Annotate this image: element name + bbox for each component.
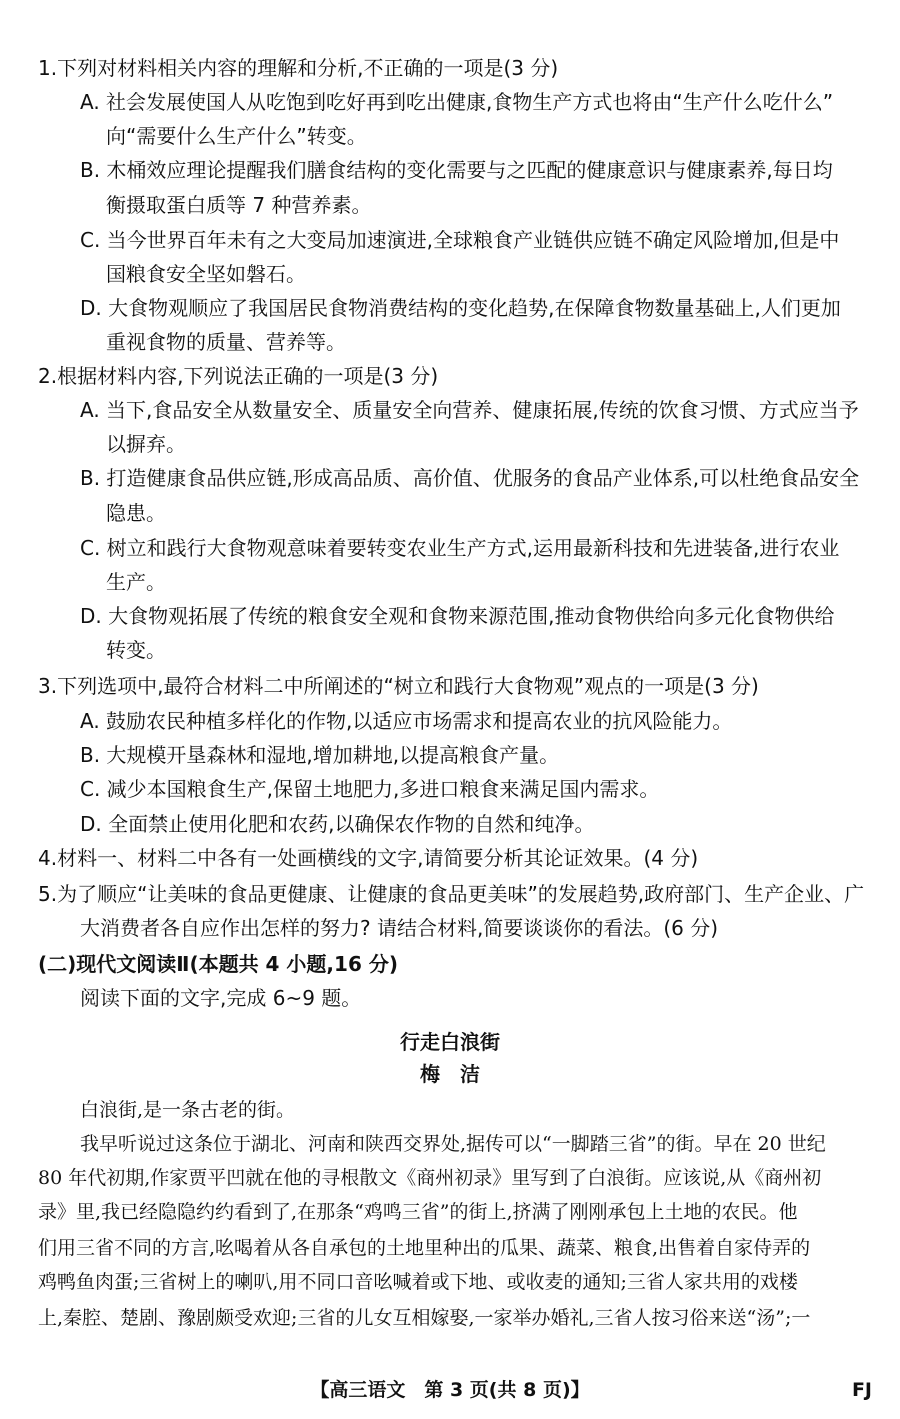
q2-option-d: D. 大食物观拓展了传统的粮食安全观和食物来源范围,推动食物供给向多元化食物供给 bbox=[80, 604, 835, 628]
q1-option-a: A. 社会发展使国人从吃饱到吃好再到吃出健康,食物生产方式也将由“生产什么吃什么” bbox=[80, 90, 834, 114]
q2-option-a-cont: 以摒弃。 bbox=[106, 432, 186, 456]
question-5-stem: 5.为了顺应“让美味的食品更健康、让健康的食品更美味”的发展趋势,政府部门、生产企业、广 bbox=[38, 882, 865, 906]
section-instruction: 阅读下面的文字,完成 6~9 题。 bbox=[80, 986, 362, 1010]
q1-option-c-cont: 国粮食安全坚如磐石。 bbox=[106, 262, 306, 286]
passage-line: 白浪街,是一条古老的街。 bbox=[80, 1099, 296, 1121]
q2-option-b: B. 打造健康食品供应链,形成高品质、高价值、优服务的食品产业体系,可以杜绝食品安全 bbox=[80, 466, 860, 490]
passage-line: 80 年代初期,作家贾平凹就在他的寻根散文《商州初录》里写到了白浪街。应该说,从《商州初 bbox=[38, 1167, 822, 1189]
page-footer: 【高三语文 第 3 页(共 8 页)】 bbox=[310, 1379, 590, 1401]
passage-line: 上,秦腔、楚剧、豫剧颇受欢迎;三省的儿女互相嫁娶,一家举办婚礼,三省人按习俗来送“汤”;一 bbox=[38, 1307, 811, 1329]
q2-option-a: A. 当下,食品安全从数量安全、质量安全向营养、健康拓展,传统的饮食习惯、方式应当予 bbox=[80, 398, 859, 422]
passage-line: 我早听说过这条位于湖北、河南和陕西交界处,据传可以“一脚踏三省”的街。早在 20 世纪 bbox=[80, 1133, 826, 1155]
q2-option-b-cont: 隐患。 bbox=[106, 501, 166, 525]
q3-option-c: C. 减少本国粮食生产,保留土地肥力,多进口粮食来满足国内需求。 bbox=[80, 777, 660, 801]
q2-option-d-cont: 转变。 bbox=[106, 638, 166, 662]
q1-option-a-cont: 向“需要什么生产什么”转变。 bbox=[106, 124, 367, 148]
passage-title: 行走白浪街 bbox=[400, 1030, 500, 1054]
q2-option-c: C. 树立和践行大食物观意味着要转变农业生产方式,运用最新科技和先进装备,进行农业 bbox=[80, 536, 840, 560]
question-1-stem: 1.下列对材料相关内容的理解和分析,不正确的一项是(3 分) bbox=[38, 56, 559, 80]
passage-line: 录》里,我已经隐隐约约看到了,在那条“鸡鸣三省”的街上,挤满了刚刚承包上土地的农民。他 bbox=[38, 1201, 798, 1223]
question-5-stem-cont: 大消费者各自应作出怎样的努力? 请结合材料,简要谈谈你的看法。(6 分) bbox=[80, 916, 719, 940]
question-2-stem: 2.根据材料内容,下列说法正确的一项是(3 分) bbox=[38, 364, 439, 388]
passage-line: 鸡鸭鱼肉蛋;三省树上的喇叭,用不同口音吆喊着或下地、或收麦的通知;三省人家共用的戏楼 bbox=[38, 1271, 798, 1293]
q1-option-c: C. 当今世界百年未有之大变局加速演进,全球粮食产业链供应链不确定风险增加,但是中 bbox=[80, 228, 840, 252]
q2-option-c-cont: 生产。 bbox=[106, 570, 166, 594]
passage-line: 们用三省不同的方言,吆喝着从各自承包的土地里种出的瓜果、蔬菜、粮食,出售着自家侍弄的 bbox=[38, 1237, 811, 1259]
section-heading: (二)现代文阅读Ⅱ(本题共 4 小题,16 分) bbox=[38, 952, 398, 976]
q1-option-b: B. 木桶效应理论提醒我们膳食结构的变化需要与之匹配的健康意识与健康素养,每日均 bbox=[80, 158, 833, 182]
q3-option-a: A. 鼓励农民种植多样化的作物,以适应市场需求和提高农业的抗风险能力。 bbox=[80, 709, 733, 733]
q1-option-d-cont: 重视食物的质量、营养等。 bbox=[106, 330, 346, 354]
passage-author: 梅 洁 bbox=[420, 1062, 480, 1086]
q1-option-d: D. 大食物观顺应了我国居民食物消费结构的变化趋势,在保障食物数量基础上,人们更加 bbox=[80, 296, 841, 320]
question-4-stem: 4.材料一、材料二中各有一处画横线的文字,请简要分析其论证效果。(4 分) bbox=[38, 846, 699, 870]
q3-option-d: D. 全面禁止使用化肥和农药,以确保农作物的自然和纯净。 bbox=[80, 812, 595, 836]
q1-option-b-cont: 衡摄取蛋白质等 7 种营养素。 bbox=[106, 193, 372, 217]
footer-code: FJ bbox=[851, 1379, 872, 1401]
q3-option-b: B. 大规模开垦森林和湿地,增加耕地,以提高粮食产量。 bbox=[80, 743, 560, 767]
question-3-stem: 3.下列选项中,最符合材料二中所阐述的“树立和践行大食物观”观点的一项是(3 分) bbox=[38, 674, 759, 698]
